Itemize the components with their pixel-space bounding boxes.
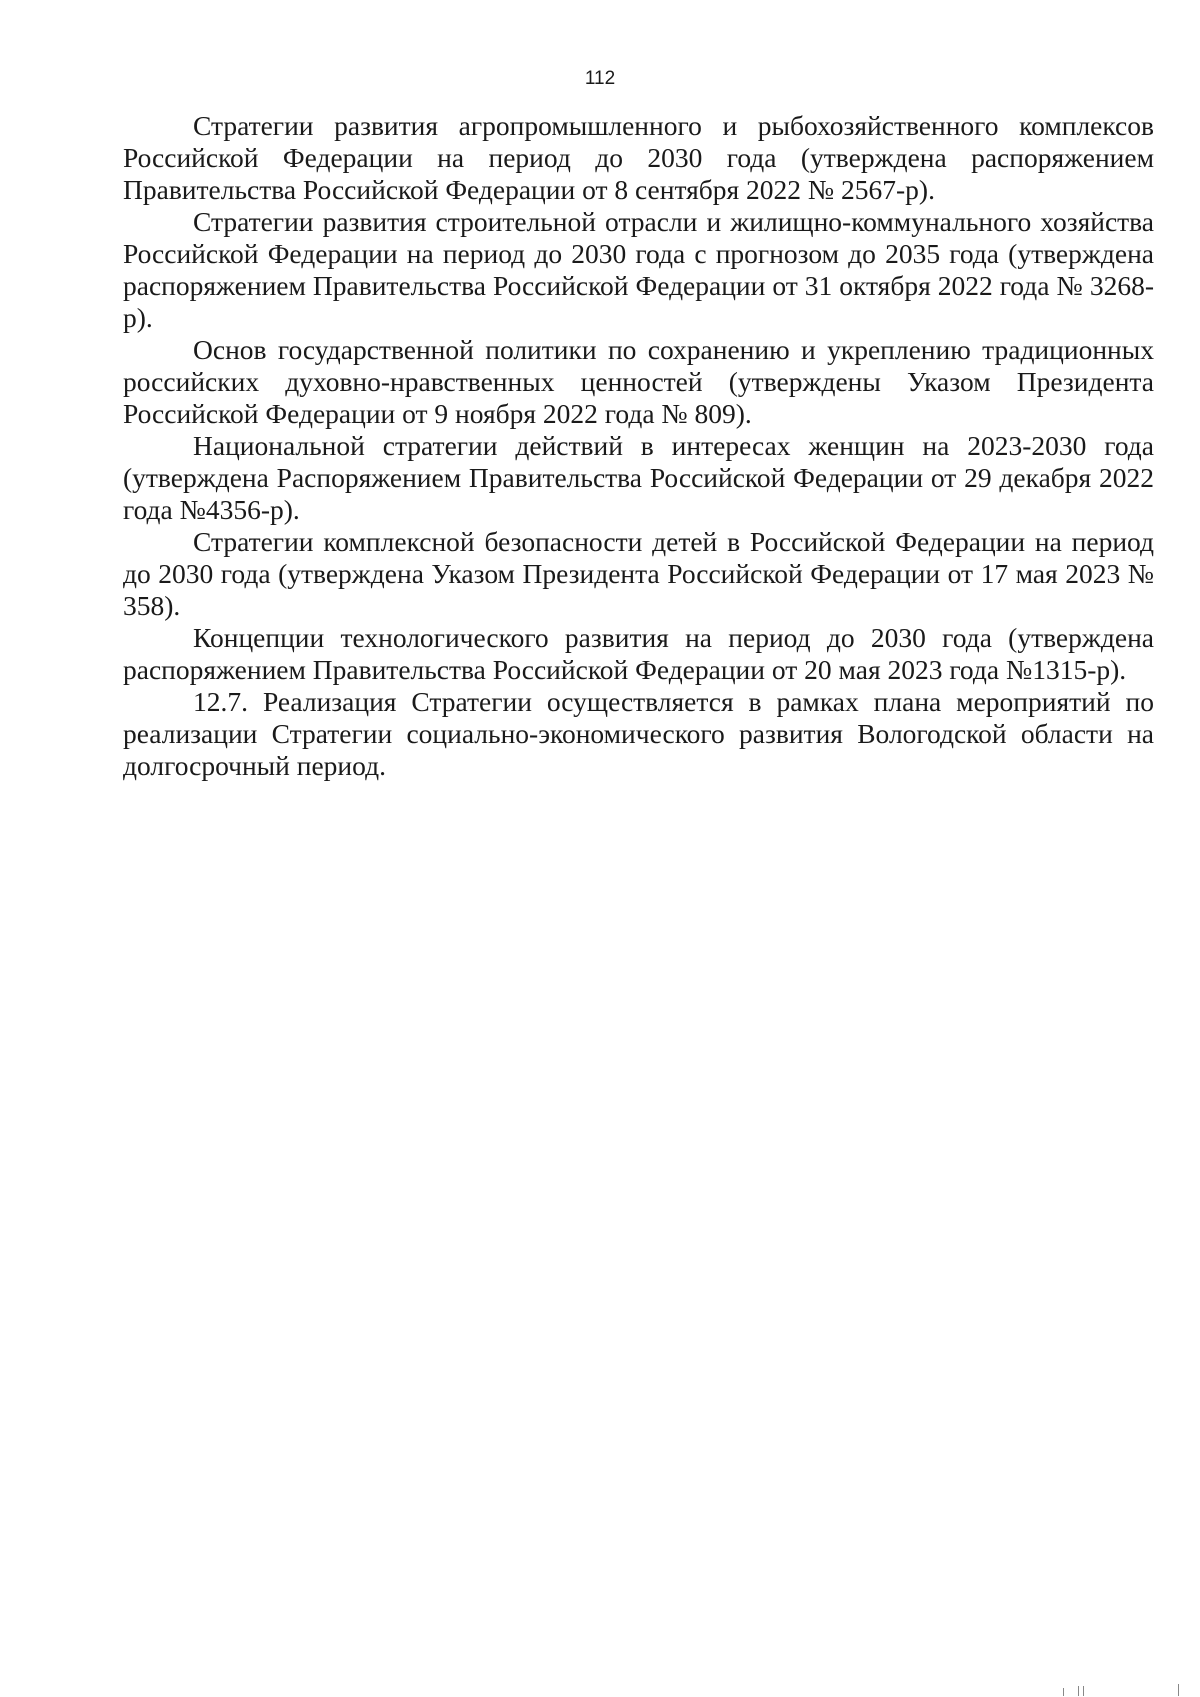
scan-artifact: [1078, 1686, 1079, 1696]
paragraph: 12.7. Реализация Стратегии осуществляется в рамках плана мероприятий по реализации Стратегии социально-экономического развития Вологодской области на долгосрочный период.: [123, 686, 1154, 781]
paragraph: Стратегии развития строительной отрасли и жилищно-коммунального хозяйства Российской Федерации на период до 2030 года с прогнозом до 2035 года (утверждена распоряжением Правительства Российской Федерации от 31 октября 2022 года № 3268-р).: [123, 206, 1154, 333]
paragraph: Стратегии комплексной безопасности детей в Российской Федерации на период до 2030 года (утверждена Указом Президента Российской Федерации от 17 мая 2023 № 358).: [123, 526, 1154, 621]
page-number: 112: [584, 68, 616, 89]
paragraph: Концепции технологического развития на период до 2030 года (утверждена распоряжением Правительства Российской Федерации от 20 мая 2023 года №1315-р).: [123, 622, 1154, 685]
paragraph: Стратегии развития агропромышленного и рыбохозяйственного комплексов Российской Федерации на период до 2030 года (утверждена распоряжением Правительства Российской Федерации от 8 сентября 2022 № 2567-р).: [123, 110, 1154, 205]
paragraph: Основ государственной политики по сохранению и укреплению традиционных российских духовно-нравственных ценностей (утверждены Указом Президента Российской Федерации от 9 ноября 2022 года № 809).: [123, 334, 1154, 429]
scan-artifact: [1083, 1686, 1084, 1696]
scan-artifact: [1063, 1688, 1064, 1696]
document-body: [123, 110, 1154, 782]
scan-artifact: [1178, 1684, 1179, 1696]
paragraph: Национальной стратегии действий в интересах женщин на 2023-2030 года (утверждена Распоряжением Правительства Российской Федерации от 29 декабря 2022 года №4356-р).: [123, 430, 1154, 525]
